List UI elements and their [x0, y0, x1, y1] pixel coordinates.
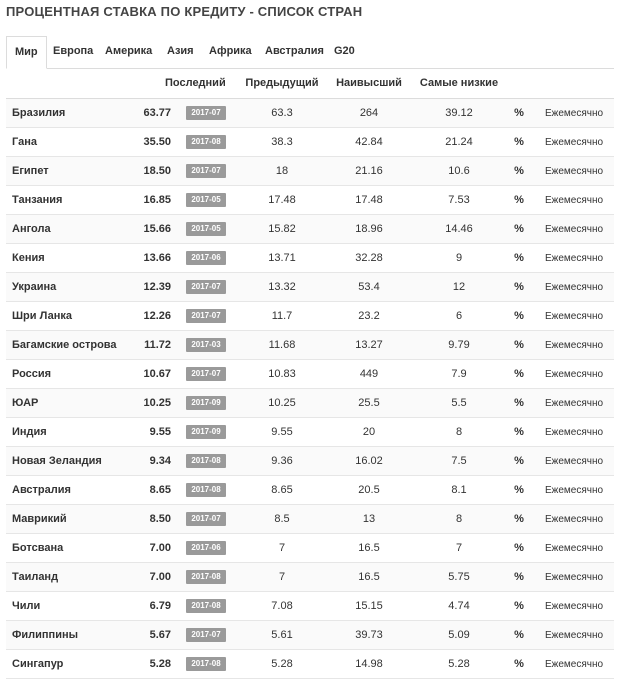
last-value: 9.55 [135, 418, 171, 447]
lowest-value: 12 [415, 273, 503, 302]
frequency-value: Ежемесячно [535, 534, 614, 563]
unit-value: % [503, 650, 535, 679]
highest-value: 20 [323, 418, 415, 447]
lowest-value: 21.24 [415, 128, 503, 157]
previous-value: 11.68 [241, 331, 323, 360]
lowest-value: 9 [415, 244, 503, 273]
date-cell [171, 592, 241, 621]
lowest-value: 8.1 [415, 476, 503, 505]
highest-value: 16.02 [323, 447, 415, 476]
table-row[interactable] [6, 273, 614, 302]
frequency-value: Ежемесячно [535, 389, 614, 418]
country-link[interactable]: Бразилия [6, 99, 135, 128]
table-row[interactable] [6, 244, 614, 273]
date-badge: 2017-08 [186, 454, 225, 468]
previous-value: 15.82 [241, 215, 323, 244]
date-cell [171, 563, 241, 592]
highest-value: 39.73 [323, 621, 415, 650]
last-value: 7.00 [135, 534, 171, 563]
last-value: 9.34 [135, 447, 171, 476]
last-value: 18.50 [135, 157, 171, 186]
table-row[interactable] [6, 128, 614, 157]
date-badge: 2017-07 [186, 164, 225, 178]
highest-value: 23.2 [323, 302, 415, 331]
country-link[interactable]: Филиппины [6, 621, 135, 650]
frequency-value: Ежемесячно [535, 302, 614, 331]
lowest-value: 7.9 [415, 360, 503, 389]
tab-world[interactable]: Мир [6, 36, 47, 69]
date-badge: 2017-07 [186, 280, 225, 294]
last-value: 7.00 [135, 563, 171, 592]
date-badge: 2017-06 [186, 251, 225, 265]
frequency-value: Ежемесячно [535, 563, 614, 592]
tab-g20[interactable]: G20 [334, 45, 355, 57]
unit-value: % [503, 592, 535, 621]
frequency-value: Ежемесячно [535, 476, 614, 505]
date-cell [171, 302, 241, 331]
date-badge: 2017-08 [186, 657, 225, 671]
unit-value: % [503, 244, 535, 273]
previous-value: 63.3 [241, 99, 323, 128]
previous-value: 8.5 [241, 505, 323, 534]
frequency-value: Ежемесячно [535, 505, 614, 534]
country-link[interactable]: Египет [6, 157, 135, 186]
unit-value: % [503, 447, 535, 476]
highest-value: 13 [323, 505, 415, 534]
frequency-value: Ежемесячно [535, 418, 614, 447]
table-row[interactable] [6, 157, 614, 186]
highest-value: 15.15 [323, 592, 415, 621]
date-cell [171, 505, 241, 534]
date-cell [171, 389, 241, 418]
date-badge: 2017-06 [186, 541, 225, 555]
tab-america[interactable]: Америка [105, 45, 153, 57]
frequency-value: Ежемесячно [535, 360, 614, 389]
lowest-value: 5.09 [415, 621, 503, 650]
unit-value: % [503, 476, 535, 505]
unit-value: % [503, 621, 535, 650]
last-value: 35.50 [135, 128, 171, 157]
interest-rate-table [6, 68, 614, 679]
unit-value: % [503, 418, 535, 447]
frequency-value: Ежемесячно [535, 447, 614, 476]
country-link[interactable]: Ангола [6, 215, 135, 244]
unit-value: % [503, 360, 535, 389]
lowest-value: 39.12 [415, 99, 503, 128]
table-row[interactable] [6, 476, 614, 505]
lowest-value: 8 [415, 418, 503, 447]
country-link[interactable]: ЮАР [6, 389, 135, 418]
table-row[interactable] [6, 331, 614, 360]
previous-value: 5.61 [241, 621, 323, 650]
previous-value: 7.08 [241, 592, 323, 621]
country-link[interactable]: Ботсвана [6, 534, 135, 563]
frequency-value: Ежемесячно [535, 186, 614, 215]
table-row[interactable] [6, 505, 614, 534]
lowest-value: 5.5 [415, 389, 503, 418]
highest-value: 16.5 [323, 534, 415, 563]
date-cell [171, 418, 241, 447]
unit-value: % [503, 273, 535, 302]
date-cell [171, 534, 241, 563]
country-link[interactable]: Россия [6, 360, 135, 389]
previous-value: 11.7 [241, 302, 323, 331]
frequency-value: Ежемесячно [535, 128, 614, 157]
previous-value: 7 [241, 534, 323, 563]
country-link[interactable]: Сингапур [6, 650, 135, 679]
date-cell [171, 476, 241, 505]
date-badge: 2017-08 [186, 483, 225, 497]
last-value: 8.65 [135, 476, 171, 505]
highest-value: 18.96 [323, 215, 415, 244]
table-row[interactable] [6, 418, 614, 447]
header-unit [503, 68, 535, 99]
last-value: 63.77 [135, 99, 171, 128]
country-link[interactable]: Таиланд [6, 563, 135, 592]
date-cell [171, 331, 241, 360]
highest-value: 42.84 [323, 128, 415, 157]
lowest-value: 8 [415, 505, 503, 534]
lowest-value: 6 [415, 302, 503, 331]
country-link[interactable]: Танзания [6, 186, 135, 215]
page-title: ПРОЦЕНТНАЯ СТАВКА ПО КРЕДИТУ - СПИСОК СТРАН [6, 4, 363, 19]
frequency-value: Ежемесячно [535, 244, 614, 273]
unit-value: % [503, 99, 535, 128]
unit-value: % [503, 215, 535, 244]
country-link[interactable]: Гана [6, 128, 135, 157]
unit-value: % [503, 302, 535, 331]
header-lowest[interactable]: Самые низкие [415, 68, 503, 99]
table-row[interactable] [6, 389, 614, 418]
header-last[interactable]: Последний [135, 68, 241, 99]
table-row[interactable] [6, 99, 614, 128]
header-frequency [535, 68, 614, 99]
tab-australia[interactable]: Австралия [265, 45, 324, 57]
previous-value: 18 [241, 157, 323, 186]
date-cell [171, 244, 241, 273]
previous-value: 13.32 [241, 273, 323, 302]
date-cell [171, 447, 241, 476]
table-row[interactable] [6, 563, 614, 592]
last-value: 12.26 [135, 302, 171, 331]
previous-value: 9.55 [241, 418, 323, 447]
unit-value: % [503, 128, 535, 157]
header-country [6, 68, 135, 99]
region-tabs [6, 36, 614, 69]
table-row[interactable] [6, 621, 614, 650]
country-link[interactable]: Австралия [6, 476, 135, 505]
header-highest[interactable]: Наивысший [323, 68, 415, 99]
date-cell [171, 157, 241, 186]
tab-africa[interactable]: Африка [209, 45, 252, 57]
previous-value: 13.71 [241, 244, 323, 273]
date-cell [171, 99, 241, 128]
date-badge: 2017-05 [186, 222, 225, 236]
date-cell [171, 273, 241, 302]
last-value: 16.85 [135, 186, 171, 215]
date-badge: 2017-08 [186, 599, 225, 613]
date-badge: 2017-07 [186, 512, 225, 526]
frequency-value: Ежемесячно [535, 99, 614, 128]
unit-value: % [503, 505, 535, 534]
lowest-value: 4.74 [415, 592, 503, 621]
table-row[interactable] [6, 534, 614, 563]
frequency-value: Ежемесячно [535, 621, 614, 650]
table-row[interactable] [6, 650, 614, 679]
highest-value: 14.98 [323, 650, 415, 679]
date-badge: 2017-05 [186, 193, 225, 207]
last-value: 10.25 [135, 389, 171, 418]
country-link[interactable]: Новая Зеландия [6, 447, 135, 476]
lowest-value: 7.53 [415, 186, 503, 215]
date-cell [171, 186, 241, 215]
highest-value: 449 [323, 360, 415, 389]
highest-value: 13.27 [323, 331, 415, 360]
frequency-value: Ежемесячно [535, 592, 614, 621]
table-body [6, 99, 614, 679]
previous-value: 9.36 [241, 447, 323, 476]
highest-value: 53.4 [323, 273, 415, 302]
country-link[interactable]: Чили [6, 592, 135, 621]
date-badge: 2017-08 [186, 570, 225, 584]
highest-value: 25.5 [323, 389, 415, 418]
date-badge: 2017-07 [186, 106, 225, 120]
date-cell [171, 621, 241, 650]
last-value: 15.66 [135, 215, 171, 244]
frequency-value: Ежемесячно [535, 650, 614, 679]
date-badge: 2017-08 [186, 135, 225, 149]
table-row[interactable] [6, 447, 614, 476]
highest-value: 20.5 [323, 476, 415, 505]
frequency-value: Ежемесячно [535, 157, 614, 186]
frequency-value: Ежемесячно [535, 273, 614, 302]
lowest-value: 7.5 [415, 447, 503, 476]
lowest-value: 5.28 [415, 650, 503, 679]
date-badge: 2017-07 [186, 367, 225, 381]
last-value: 10.67 [135, 360, 171, 389]
date-badge: 2017-07 [186, 309, 225, 323]
last-value: 12.39 [135, 273, 171, 302]
country-link[interactable]: Кения [6, 244, 135, 273]
frequency-value: Ежемесячно [535, 215, 614, 244]
date-badge: 2017-03 [186, 338, 225, 352]
unit-value: % [503, 186, 535, 215]
table-row[interactable] [6, 360, 614, 389]
previous-value: 10.83 [241, 360, 323, 389]
country-link[interactable]: Шри Ланка [6, 302, 135, 331]
last-value: 5.67 [135, 621, 171, 650]
lowest-value: 14.46 [415, 215, 503, 244]
date-badge: 2017-09 [186, 396, 225, 410]
previous-value: 5.28 [241, 650, 323, 679]
table-row[interactable] [6, 592, 614, 621]
previous-value: 38.3 [241, 128, 323, 157]
unit-value: % [503, 331, 535, 360]
highest-value: 264 [323, 99, 415, 128]
highest-value: 16.5 [323, 563, 415, 592]
highest-value: 17.48 [323, 186, 415, 215]
date-cell [171, 360, 241, 389]
last-value: 6.79 [135, 592, 171, 621]
unit-value: % [503, 157, 535, 186]
last-value: 13.66 [135, 244, 171, 273]
tab-asia[interactable]: Азия [167, 45, 194, 57]
table-row[interactable] [6, 186, 614, 215]
frequency-value: Ежемесячно [535, 331, 614, 360]
last-value: 8.50 [135, 505, 171, 534]
unit-value: % [503, 563, 535, 592]
lowest-value: 9.79 [415, 331, 503, 360]
date-badge: 2017-09 [186, 425, 225, 439]
date-cell [171, 215, 241, 244]
lowest-value: 10.6 [415, 157, 503, 186]
previous-value: 7 [241, 563, 323, 592]
lowest-value: 5.75 [415, 563, 503, 592]
country-link[interactable]: Украина [6, 273, 135, 302]
table-row[interactable] [6, 302, 614, 331]
highest-value: 21.16 [323, 157, 415, 186]
last-value: 11.72 [135, 331, 171, 360]
country-link[interactable]: Маврикий [6, 505, 135, 534]
last-value: 5.28 [135, 650, 171, 679]
header-previous[interactable]: Предыдущий [241, 68, 323, 99]
date-cell [171, 650, 241, 679]
previous-value: 8.65 [241, 476, 323, 505]
date-cell [171, 128, 241, 157]
previous-value: 10.25 [241, 389, 323, 418]
highest-value: 32.28 [323, 244, 415, 273]
lowest-value: 7 [415, 534, 503, 563]
unit-value: % [503, 534, 535, 563]
unit-value: % [503, 389, 535, 418]
country-link[interactable]: Индия [6, 418, 135, 447]
date-badge: 2017-07 [186, 628, 225, 642]
table-row[interactable] [6, 215, 614, 244]
country-link[interactable]: Багамские острова [6, 331, 135, 360]
previous-value: 17.48 [241, 186, 323, 215]
tab-europe[interactable]: Европа [53, 45, 94, 57]
table-header-row [6, 68, 614, 99]
